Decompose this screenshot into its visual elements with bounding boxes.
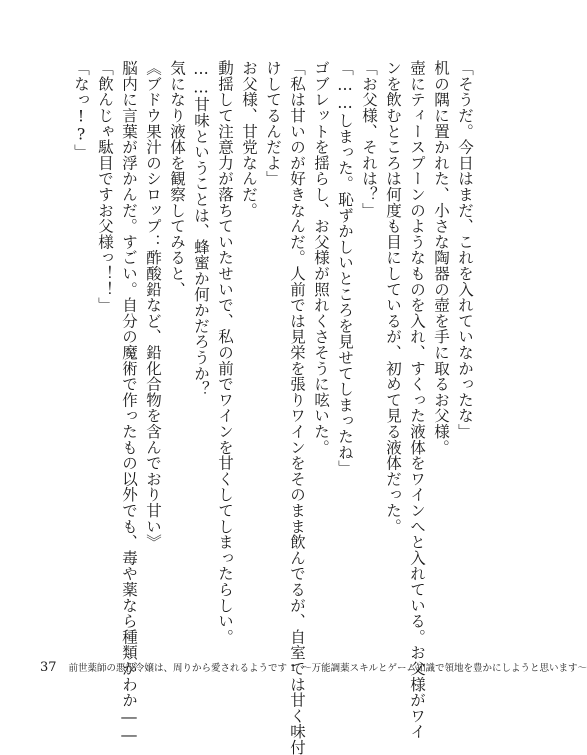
text-line: 「飲んじゃ駄目ですお父様っ！！」 (96, 60, 114, 313)
text-line: 動揺して注意力が落ちていたせいで、私の前でワインを甘くしてしまったらしい。 (216, 60, 234, 645)
text-line: ンを飲むところは何度も目にしているが、初めて見る液体だった。 (384, 60, 402, 534)
text-line: 「なっ!?」 (72, 60, 90, 160)
text-line: 「そうだ。今日はまだ、これを入れていなかったな」 (456, 60, 474, 440)
text-line: 《ブドウ果汁のシロップ：酢酸鉛など、鉛化合物を含んでおり甘い》 (144, 60, 162, 550)
text-line: 「……しまった。恥ずかしいところを見せてしまったね」 (336, 60, 354, 476)
text-line: ……甘味ということは、蜂蜜か何かだろうか？ (192, 60, 210, 397)
text-line: 「私は甘いのが好きなんだ。人前では見栄を張りワインをそのまま飲んでるが、自室では甘く味付 (288, 60, 306, 755)
text-line: 脳内に言葉が浮かんだ。すごい。自分の魔術で作ったもの以外でも、毒や薬なら種類がわか―― (120, 60, 138, 745)
text-line: 机の隅に置かれた、小さな陶器の壺を手に取るお父様。 (432, 60, 450, 455)
text-line: ゴブレットを揺らし、お父様が照れくさそうに呟いた。 (312, 60, 330, 455)
text-line: お父様、甘党なんだ。 (240, 60, 258, 218)
text-line: けしてるんだよ」 (264, 60, 282, 187)
text-line: 気になり液体を観察してみると、 (168, 60, 186, 297)
text-line: 壺にティースプーンのようなものを入れ、すくった液体をワインへと入れている。お父様がワイ (408, 60, 426, 740)
page-footer (20, 660, 587, 675)
book-subtitle: 〜万能調薬スキルとゲーム知識で領地を豊かにしようと思います〜 (302, 663, 587, 674)
book-title: 前世薬師の悪役令嬢は、周りから愛されるようです 1 (68, 663, 297, 674)
text-line: 「お父様、それは？」 (360, 60, 378, 218)
page-number: 37 (40, 660, 57, 675)
